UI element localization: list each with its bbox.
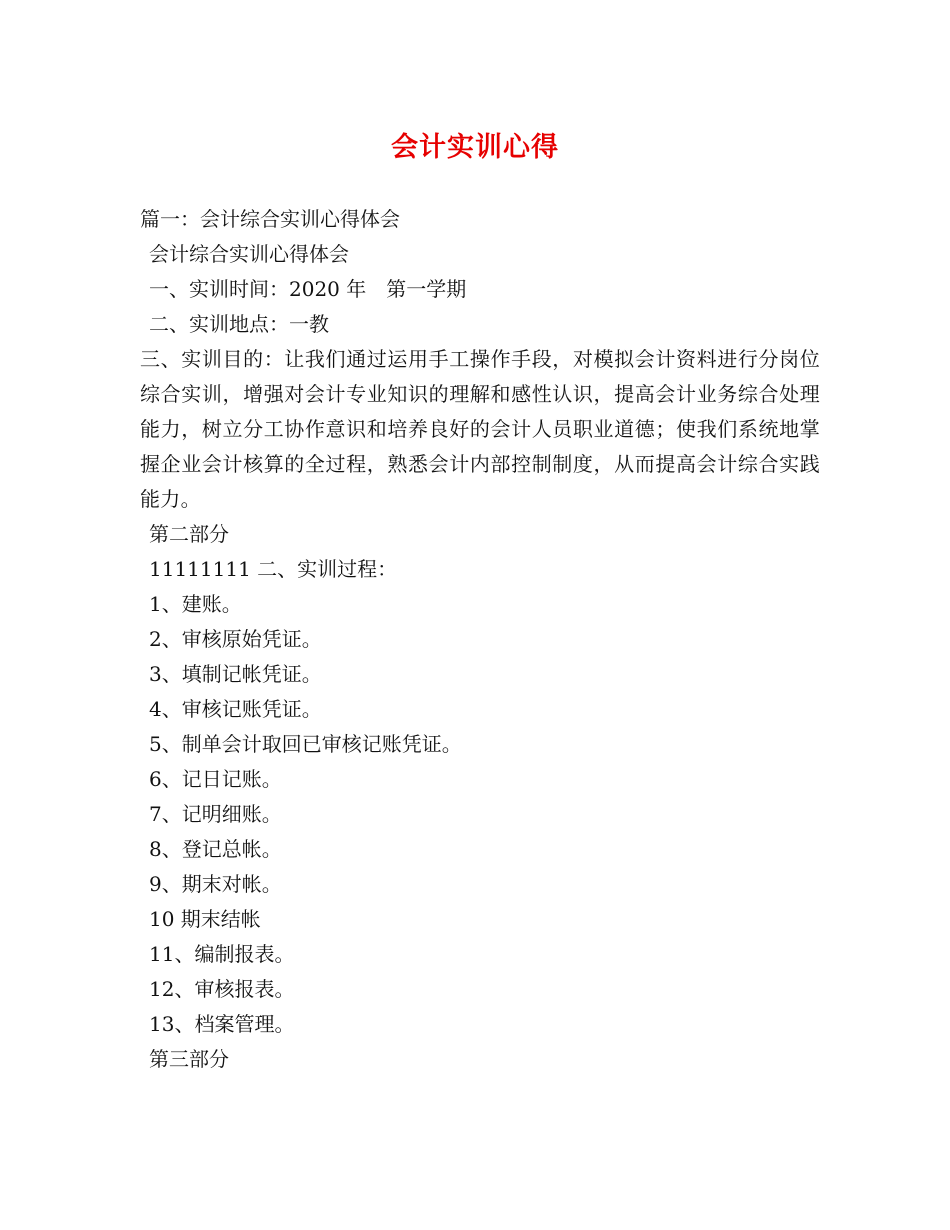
list-item: 3、填制记帐凭证。 <box>149 662 322 686</box>
list-item: 2、审核原始凭证。 <box>149 627 322 651</box>
list-item: 7、记明细账。 <box>149 802 282 826</box>
training-place: 二、实训地点：一教 <box>149 312 329 336</box>
list-item: 4、审核记账凭证。 <box>149 697 322 721</box>
part-two-heading: 第二部分 <box>149 522 229 546</box>
training-purpose: 三、实训目的：让我们通过运用手工操作手段，对模拟会计资料进行分岗位综合实训，增强对会计专业知识的理解和感性认识，提高会计业务综合处理能力，树立分工协作意识和培养良好的会计人员职业道德；使我们系统地掌握企业会计核算的全过程，熟悉会计内部控制制度，从而提高会计综合实践能力。 <box>140 347 820 511</box>
process-steps-list <box>140 587 820 1042</box>
document-body <box>140 202 820 1077</box>
list-item: 1、建账。 <box>149 592 242 616</box>
process-heading: 11111111 二、实训过程： <box>149 557 398 581</box>
part-three-heading: 第三部分 <box>149 1047 229 1071</box>
section-subheading: 会计综合实训心得体会 <box>149 242 349 266</box>
section-heading: 篇一：会计综合实训心得体会 <box>140 207 400 231</box>
list-item: 10 期末结帐 <box>149 907 261 931</box>
list-item: 8、登记总帐。 <box>149 837 282 861</box>
list-item: 5、制单会计取回已审核记账凭证。 <box>149 732 462 756</box>
training-time: 一、实训时间：2020 年 第一学期 <box>149 277 467 301</box>
list-item: 11、编制报表。 <box>149 942 295 966</box>
document-title: 会计实训心得 <box>391 132 559 163</box>
list-item: 9、期末对帐。 <box>149 872 282 896</box>
list-item: 12、审核报表。 <box>149 977 295 1001</box>
list-item: 13、档案管理。 <box>149 1012 295 1036</box>
list-item: 6、记日记账。 <box>149 767 282 791</box>
